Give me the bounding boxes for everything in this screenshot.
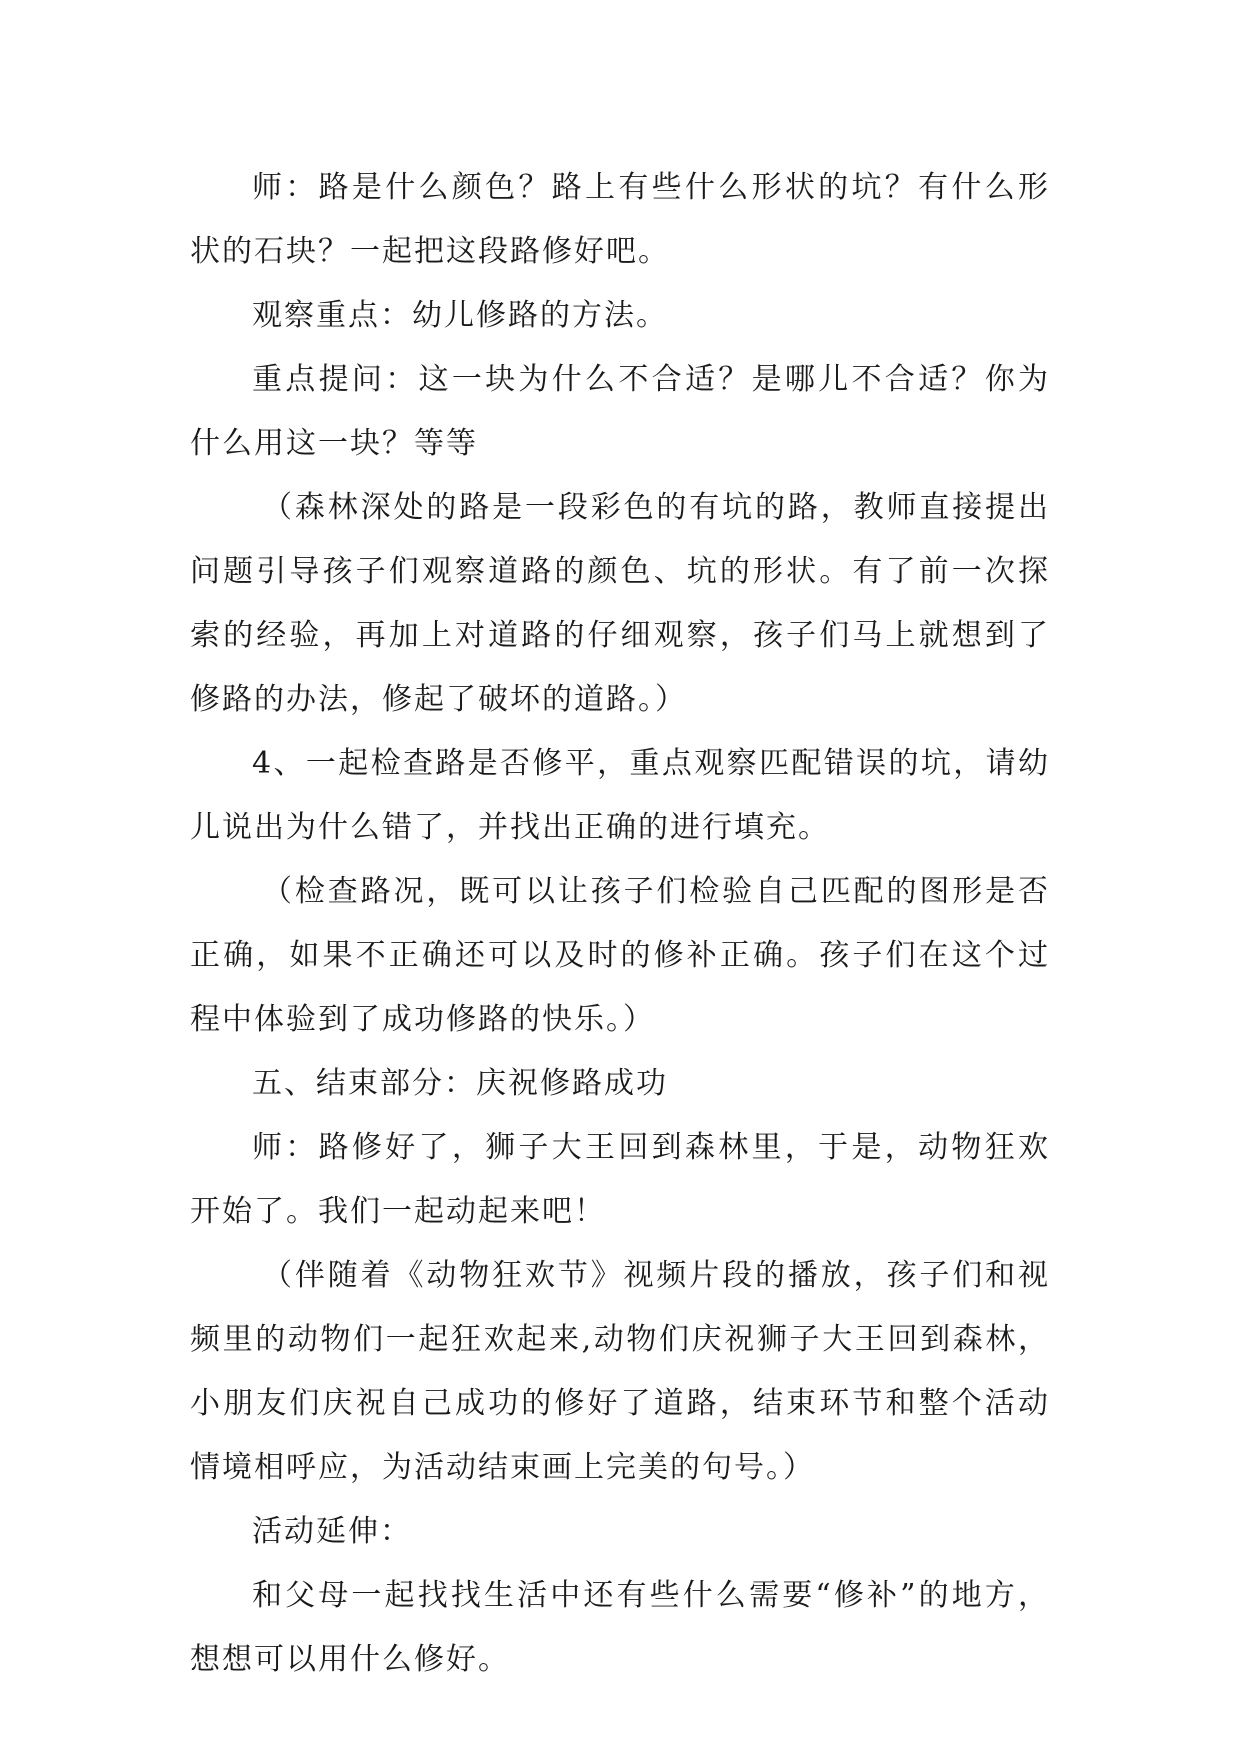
paragraph-carnival-note: （伴随着《动物狂欢节》视频片段的播放，孩子们和视频里的动物们一起狂欢起来,动物们庆祝狮子大王回到森林，小朋友们庆祝自己成功的修好了道路，结束环节和整个活动情境相呼应，为活动结束画上完美的句号。） [190,1258,1050,1485]
paragraph-key-questions: 重点提问：这一块为什么不合适？是哪儿不合适？你为什么用这一块？等等 [190,362,1050,461]
paragraph-extension-activity: 和父母一起找找生活中还有些什么需要“修补”的地方，想想可以用什么修好。 [190,1578,1050,1677]
section-heading-ending: 五、结束部分：庆祝修路成功 [252,1066,668,1101]
paragraph-observation-focus: 观察重点：幼儿修路的方法。 [252,298,668,333]
document-body [190,156,1050,1692]
paragraph-teacher-question: 师：路是什么颜色？路上有些什么形状的坑？有什么形状的石块？一起把这段路修好吧。 [190,170,1050,269]
paragraph-road-check-note: （检查路况，既可以让孩子们检验自己匹配的图形是否正确，如果不正确还可以及时的修补正确。孩子们在这个过程中体验到了成功修路的快乐。） [190,874,1050,1037]
section-heading-extension: 活动延伸： [252,1514,412,1549]
paragraph-teacher-celebration: 师：路修好了，狮子大王回到森林里，于是，动物狂欢开始了。我们一起动起来吧！ [190,1130,1050,1229]
paragraph-forest-road-note: （森林深处的路是一段彩色的有坑的路，教师直接提出问题引导孩子们观察道路的颜色、坑的形状。有了前一次探索的经验，再加上对道路的仔细观察，孩子们马上就想到了修路的办法，修起了破坏的道路。） [190,490,1050,717]
paragraph-step-4: 4、一起检查路是否修平，重点观察匹配错误的坑，请幼儿说出为什么错了，并找出正确的进行填充。 [190,746,1050,845]
